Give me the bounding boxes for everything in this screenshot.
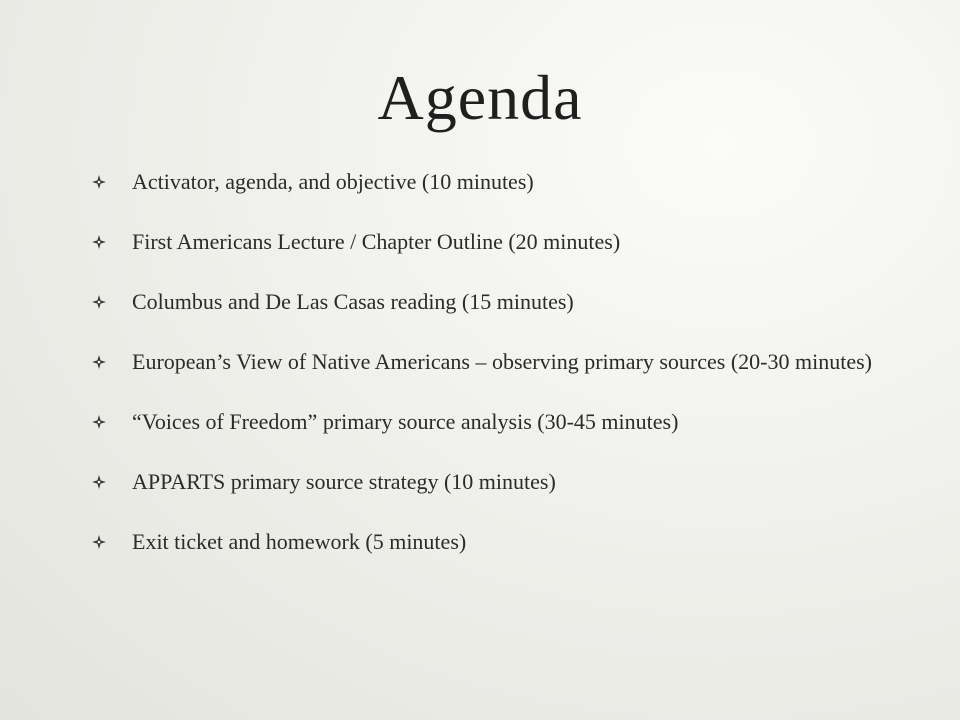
slide-title: Agenda [377,62,583,133]
agenda-item [92,466,882,498]
four-petal-diamond-icon [92,346,132,378]
agenda-item-text: European’s View of Native Americans – observing primary sources (20-30 minutes) [132,349,872,374]
agenda-item [92,166,882,198]
agenda-item-text: First Americans Lecture / Chapter Outline (20 minutes) [132,229,621,254]
four-petal-diamond-icon [92,166,132,198]
four-petal-diamond-icon [92,226,132,258]
agenda-item [92,286,882,318]
agenda-item [92,406,882,438]
four-petal-diamond-icon [92,406,132,438]
four-petal-diamond-icon [92,286,132,318]
agenda-item-text: Activator, agenda, and objective (10 minutes) [132,169,534,194]
agenda-item-text: Exit ticket and homework (5 minutes) [132,529,467,554]
agenda-item-text: Columbus and De Las Casas reading (15 minutes) [132,289,574,314]
four-petal-diamond-icon [92,526,132,558]
agenda-item [92,526,882,558]
agenda-list [92,166,882,586]
agenda-item-text: “Voices of Freedom” primary source analysis (30-45 minutes) [132,409,679,434]
agenda-item [92,346,882,378]
agenda-item-text: APPARTS primary source strategy (10 minutes) [132,469,556,494]
agenda-item [92,226,882,258]
four-petal-diamond-icon [92,466,132,498]
